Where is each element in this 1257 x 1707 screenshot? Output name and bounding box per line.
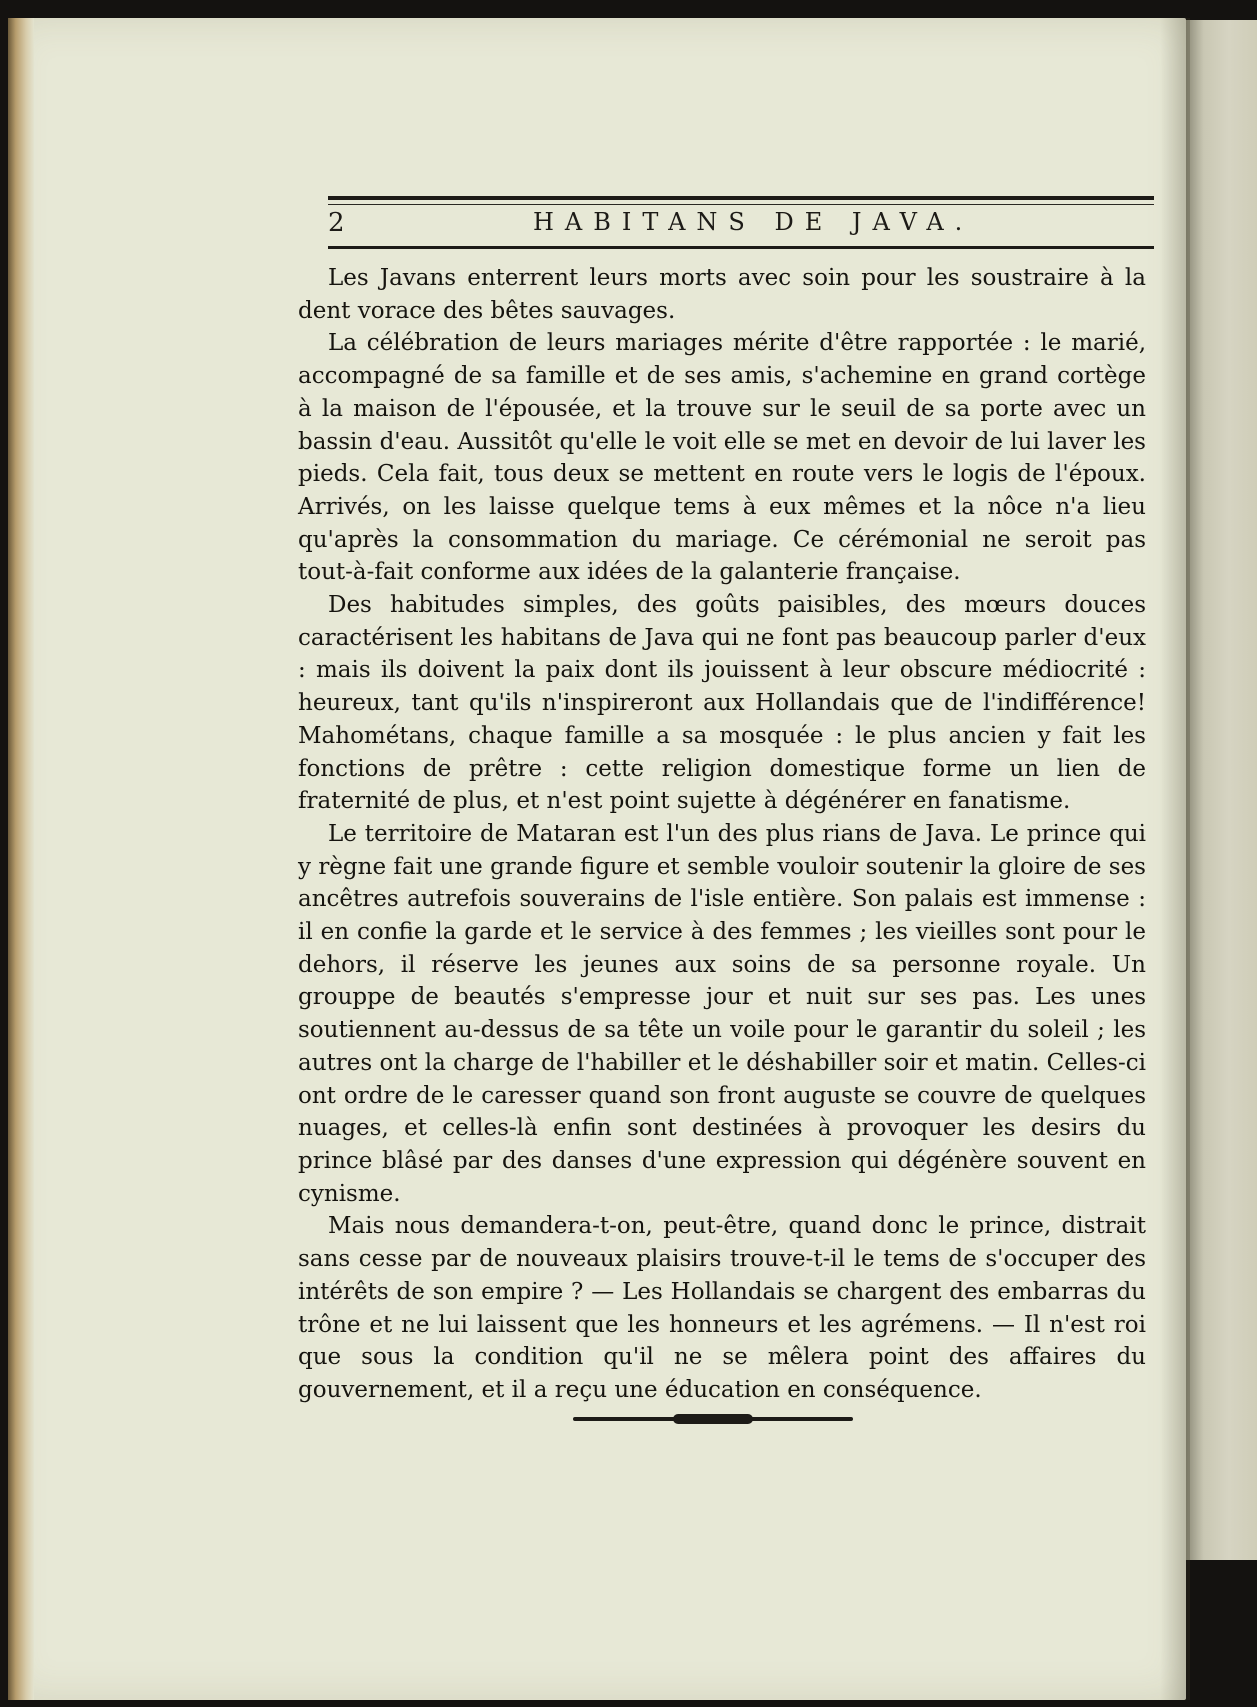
header-rule-bottom	[328, 246, 1154, 249]
paragraph: Mais nous demandera-t-on, peut-être, quand donc le prince, distrait sans cesse par de nouveaux plaisirs trouve-t-il le tems de s'occuper des intérêts de son empire ? — Les Hollandais se chargent des embarras du trône et ne lui laissent que les honneurs et les agrémens. — Il n'est roi que sous la condition qu'il ne se mêlera point des affaires du gouvernement, et il a reçu une éducation en conséquence.	[298, 1213, 1146, 1403]
paragraph: Les Javans enterrent leurs morts avec soin pour les soustraire à la dent vorace des bêtes sauvages.	[298, 265, 1146, 324]
tailpiece-ornament	[573, 1414, 853, 1424]
paragraph: La célébration de leurs mariages mérite d'être rapportée : le marié, accompagné de sa famille et de ses amis, s'achemine en grand cortège à la maison de l'épousée, et la trouve sur le seuil de sa porte avec un bassin d'eau. Aussitôt qu'elle le voit elle se met en devoir de lui laver les pieds. Cela fait, tous deux se mettent en route vers le logis de l'époux. Arrivés, on les laisse quelque tems à eux mêmes et la nôce n'a lieu qu'après la consommation du mariage. Ce cérémonial ne seroit pas tout-à-fait conforme aux idées de la galanterie française.	[298, 330, 1146, 586]
body-text	[298, 262, 1146, 1407]
paragraph: Des habitudes simples, des goûts paisibles, des mœurs douces caractérisent les habitans de Java qui ne font pas beaucoup parler d'eux : mais ils doivent la paix dont ils jouissent à leur obscure médiocrité : heureux, tant qu'ils n'inspireront aux Hollandais que de l'indifférence! Mahométans, chaque famille a sa mosquée : le plus ancien y fait les fonctions de prêtre : cette religion domestique forme un lien de fraternité de plus, et n'est point sujette à dégénérer en fanatisme.	[298, 592, 1146, 815]
page-number: 2	[328, 208, 345, 238]
next-page-edge	[1186, 20, 1257, 1560]
header-rule-top	[328, 196, 1154, 200]
book-spine-edge	[8, 18, 34, 1700]
header-rule-top-thin	[328, 204, 1154, 205]
paragraph: Le territoire de Mataran est l'un des plus rians de Java. Le prince qui y règne fait une grande figure et semble vouloir soutenir la gloire de ses ancêtres autrefois souverains de l'isle entière. Son palais est immense : il en confie la garde et le service à des femmes ; les vieilles sont pour le dehors, il réserve les jeunes aux soins de sa personne royale. Un grouppe de beautés s'empresse jour et nuit sur ses pas. Les unes soutiennent au-dessus de sa tête un voile pour le garantir du soleil ; les autres ont la charge de l'habiller et le déshabiller soir et matin. Celles-ci ont ordre de le caresser quand son front auguste se couvre de quelques nuages, et celles-là enfin sont destinées à provoquer les desirs du prince blâsé par des danses d'une expression qui dégénère souvent en cynisme.	[298, 820, 1146, 1207]
gutter-shadow	[1160, 18, 1190, 1700]
running-head: HABITANS DE JAVA.	[533, 208, 974, 236]
tailpiece-center	[673, 1414, 753, 1424]
page-header	[328, 196, 1154, 254]
